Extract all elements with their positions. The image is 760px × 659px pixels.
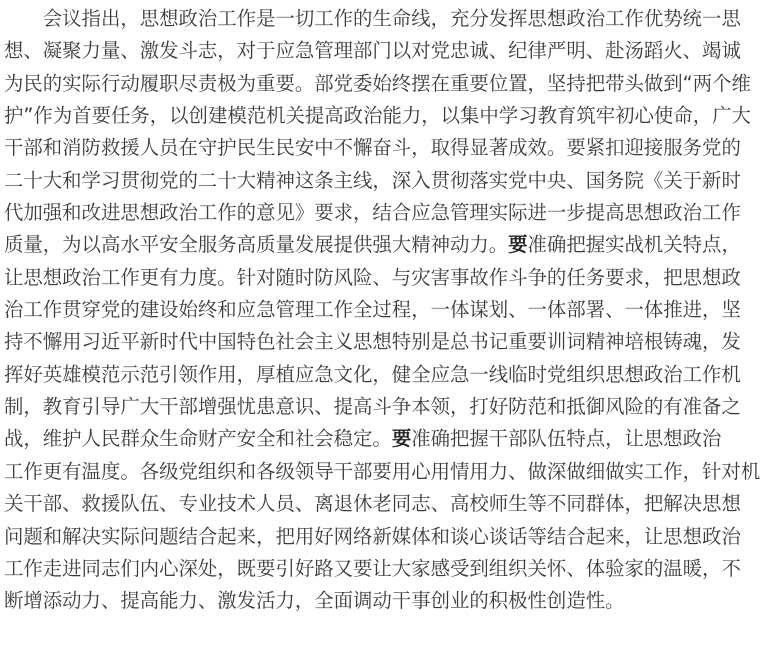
paragraph-line: 关干部、救援队伍、专业技术人员、离退休老同志、高校师生等不同群体，把解决思想 <box>4 492 741 516</box>
paragraph-line-with-emphasis <box>4 423 722 455</box>
paragraph-segment: 战，维护人民群众生命财产安全和社会稳定。 <box>4 427 392 451</box>
paragraph-line: 制，教育引导广大干部增强忧患意识、提高斗争本领，打好防范和抵御风险的有准备之 <box>4 395 741 419</box>
paragraph-line: 会议指出，思想政治工作是一切工作的生命线，充分发挥思想政治工作优势统一思 <box>4 7 741 30</box>
emphasis-text: 准确把握实战机关特点， <box>527 233 741 257</box>
paragraph-line: 挥好英雄模范示范引领作用，厚植应急文化，健全应急一线临时党组织思想政治工作机 <box>4 362 741 386</box>
emphasis-marker: 要 <box>508 233 528 257</box>
paragraph-line: 工作走进同志们内心深处，既要引好路又要让大家感受到组织关怀、体验家的温暖，不 <box>4 556 741 580</box>
paragraph-line: 想、凝聚力量、激发斗志，对于应急管理部门以对党忠诚、纪律严明、赴汤蹈火、竭诚 <box>4 39 741 63</box>
paragraph-segment: 质量，为以高水平安全服务高质量发展提供强大精神动力。 <box>4 233 509 257</box>
paragraph-line-with-emphasis <box>4 229 741 261</box>
emphasis-text: 准确把握干部队伍特点，让思想政治 <box>411 427 722 451</box>
paragraph-line: 持不懈用习近平新时代中国特色社会主义思想特别是总书记重要训词精神培根铸魂，发 <box>4 330 741 354</box>
paragraph-line: 问题和解决实际问题结合起来，把用好网络新媒体和谈心谈话等结合起来，让思想政治 <box>4 524 741 548</box>
paragraph-line: 工作更有温度。各级党组织和各级领导干部要用心用情用力、做深做细做实工作，针对机 <box>4 459 760 483</box>
emphasis-marker: 要 <box>391 427 412 451</box>
paragraph-line: 干部和消防救援人员在守护民生民安中不懈奋斗，取得显著成效。要紧扣迎接服务党的 <box>4 136 741 160</box>
paragraph-line: 二十大和学习贯彻党的二十大精神这条主线，深入贯彻落实党中央、国务院《关于新时 <box>4 168 741 192</box>
paragraph-line: 断增添动力、提高能力、激发活力，全面调动干事创业的积极性创造性。 <box>4 589 625 613</box>
paragraph-line: 治工作贯穿党的建设始终和应急管理工作全过程，一体谋划、一体部署、一体推进，坚 <box>4 298 741 322</box>
paragraph-line: 代加强和改进思想政治工作的意见》要求，结合应急管理实际进一步提高思想政治工作 <box>4 201 741 225</box>
paragraph-line: 护”作为首要任务，以创建模范机关提高政治能力，以集中学习教育筑牢初心使命，广大 <box>4 104 751 128</box>
paragraph-line: 让思想政治工作更有力度。针对随时防风险、与灾害事故作斗争的任务要求，把思想政 <box>4 265 741 289</box>
article-body <box>4 3 760 618</box>
paragraph-line: 为民的实际行动履职尽责极为重要。部党委始终摆在重要位置，坚持把带头做到“两个维 <box>4 71 751 95</box>
